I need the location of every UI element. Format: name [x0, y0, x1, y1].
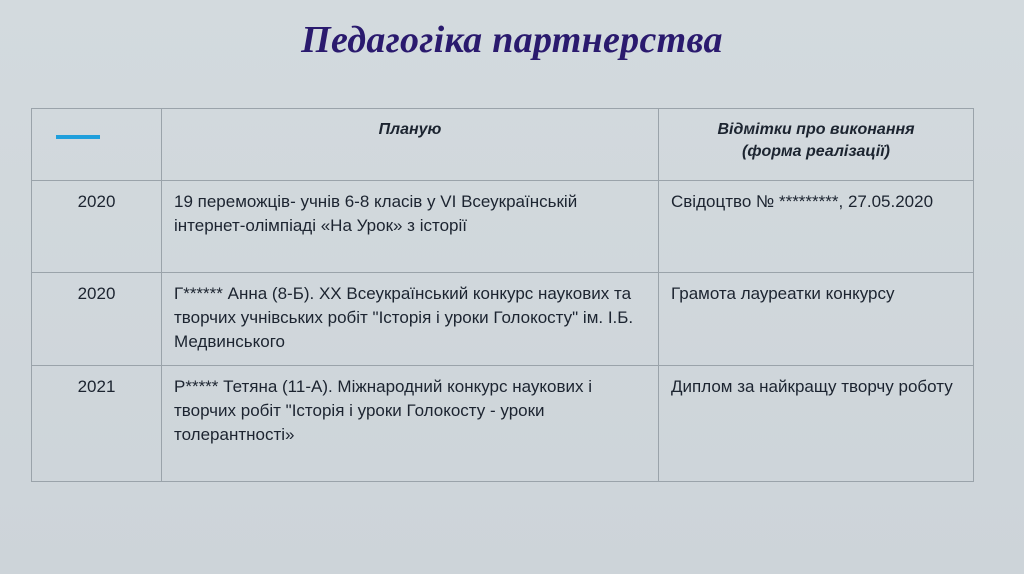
table-header-row: [32, 109, 974, 181]
year-value: 2021: [77, 377, 116, 396]
plan-cell: [162, 366, 659, 482]
plan-text: Р***** Тетяна (11-А). Міжнародний конкурс наукових і творчих робіт "Історія і уроки Голокосту - уроки толерантності»: [174, 377, 592, 444]
plan-text: Г****** Анна (8-Б). XX Всеукраїнський конкурс наукових та творчих учнівських робіт "Історія і уроки Голокосту" ім. І.Б. Медвинського: [174, 284, 634, 351]
header-plan-cell: [162, 109, 659, 181]
mark-cell: [659, 181, 974, 273]
year-cell: [32, 181, 162, 273]
header-plan-label: Планую: [378, 121, 442, 138]
plan-text: 19 переможців- учнів 6-8 класів у VI Всеукраїнській інтернет-олімпіаді «На Урок» з історії: [174, 192, 578, 235]
plan-table: [31, 108, 974, 482]
table-row: [32, 366, 974, 482]
plan-cell: [162, 273, 659, 366]
year-value: 2020: [77, 284, 116, 303]
table-row: [32, 181, 974, 273]
header-year-cell: [32, 109, 162, 181]
header-marks-cell: [659, 109, 974, 181]
mark-cell: [659, 366, 974, 482]
mark-text: Свідоцтво № *********, 27.05.2020: [671, 192, 934, 211]
mark-text: Грамота лауреатки конкурсу: [671, 284, 895, 303]
mark-text: Диплом за найкращу творчу роботу: [671, 377, 953, 396]
slide-title: Педагогіка партнерства: [301, 19, 723, 61]
year-cell: [32, 366, 162, 482]
plan-cell: [162, 181, 659, 273]
accent-dash: [56, 135, 100, 139]
table-row: [32, 273, 974, 366]
mark-cell: [659, 273, 974, 366]
header-marks-sublabel: (форма реалізації): [742, 143, 890, 160]
year-value: 2020: [77, 192, 116, 211]
year-cell: [32, 273, 162, 366]
header-marks-label: Відмітки про виконання: [717, 121, 915, 138]
